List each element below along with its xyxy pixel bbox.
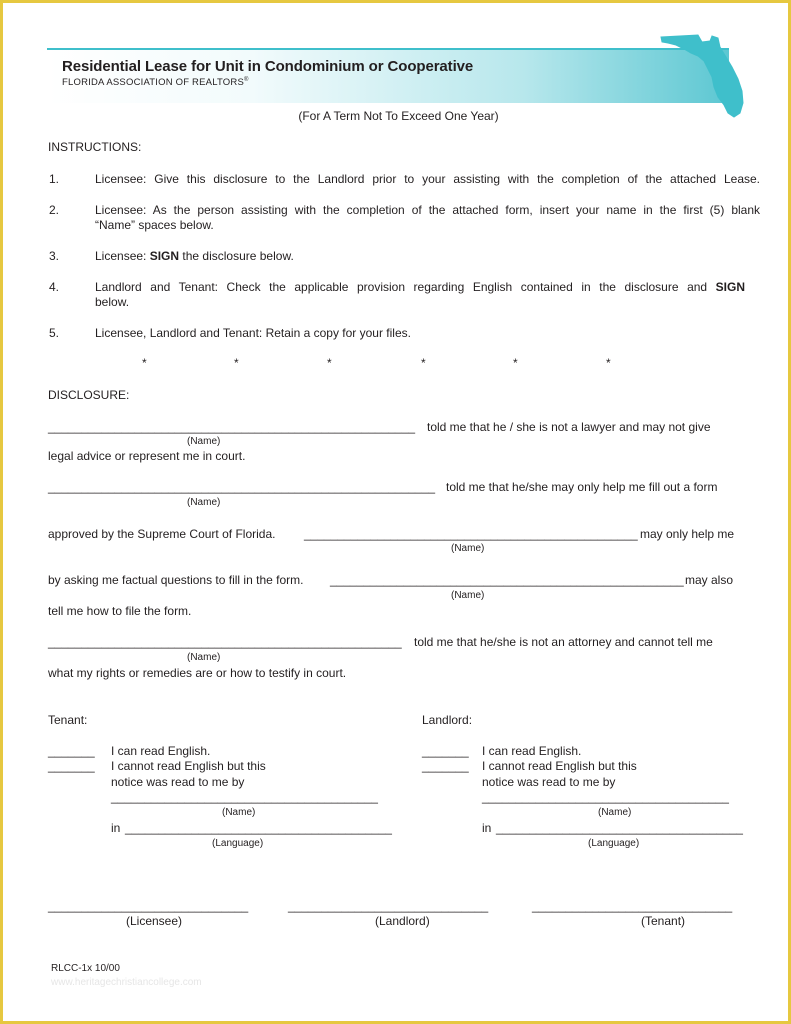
instruction-number: 5. [49, 326, 60, 340]
instruction-number: 3. [49, 249, 60, 263]
name-blank-1[interactable]: _______________________________________________________ [48, 420, 416, 434]
landlord-option-text: I cannot read English but this [482, 759, 637, 773]
disclosure-text: legal advice or represent me in court. [48, 449, 246, 463]
name-blank-3[interactable]: __________________________________________________ [304, 527, 638, 541]
landlord-check-can-read[interactable]: _______ [422, 744, 469, 758]
tenant-option-text: notice was read to me by [111, 775, 245, 789]
landlord-language-blank[interactable]: _____________________________________ [496, 821, 743, 835]
instruction-text: Licensee, Landlord and Tenant: Retain a copy for your files. [95, 326, 411, 340]
disclosure-text: approved by the Supreme Court of Florida. [48, 527, 276, 541]
instruction-text: Licensee: As the person assisting with the completion of the attached form, insert your name in the first (5) blank [95, 203, 760, 217]
instruction-text: Landlord and Tenant: Check the applicable provision regarding English contained in the disclosure and SIGN [95, 280, 745, 294]
landlord-label: Landlord: [422, 713, 473, 727]
name-label: (Name) [222, 807, 256, 818]
landlord-signature-label: (Landlord) [375, 914, 430, 928]
instruction-text: below. [95, 295, 130, 309]
separator-star: * [327, 356, 332, 370]
tenant-reader-name-blank[interactable]: ________________________________________ [111, 790, 378, 804]
name-label: (Name) [451, 590, 485, 601]
landlord-option-text: I can read English. [482, 744, 582, 758]
separator-star: * [513, 356, 518, 370]
disclosure-text: what my rights or remedies are or how to testify in court. [48, 666, 347, 680]
tenant-signature-label: (Tenant) [641, 914, 686, 928]
form-subtitle: FLORIDA ASSOCIATION OF REALTORS® [62, 77, 249, 89]
tenant-language-blank[interactable]: ________________________________________ [125, 821, 392, 835]
tenant-option-text: I cannot read English but this [111, 759, 266, 773]
term-notice: (For A Term Not To Exceed One Year) [298, 109, 499, 123]
disclosure-heading: DISCLOSURE: [48, 388, 130, 402]
name-blank-5[interactable]: _____________________________________________________ [48, 635, 402, 649]
disclosure-text: told me that he/she is not an attorney and cannot tell me [414, 635, 713, 649]
instruction-text: “Name” spaces below. [95, 218, 214, 232]
instructions-heading: INSTRUCTIONS: [48, 140, 142, 154]
landlord-option-text: notice was read to me by [482, 775, 616, 789]
header-rule [47, 48, 729, 50]
name-blank-4[interactable]: _____________________________________________________ [330, 573, 684, 587]
licensee-signature-label: (Licensee) [126, 914, 183, 928]
name-blank-2[interactable]: __________________________________________________________ [48, 480, 436, 494]
form-code: RLCC-1x 10/00 [51, 963, 120, 974]
disclosure-text: told me that he / she is not a lawyer and may not give [427, 420, 711, 434]
disclosure-text: by asking me factual questions to fill in the form. [48, 573, 304, 587]
name-label: (Name) [451, 543, 485, 554]
disclosure-text: told me that he/she may only help me fill out a form [446, 480, 718, 494]
instruction-number: 1. [49, 172, 60, 186]
watermark: www.heritagechristiancollege.com [51, 977, 202, 988]
separator-star: * [421, 356, 426, 370]
florida-map-icon [658, 31, 746, 119]
licensee-signature-line[interactable]: ______________________________ [48, 899, 249, 913]
tenant-check-can-read[interactable]: _______ [48, 744, 95, 758]
separator-star: * [234, 356, 239, 370]
landlord-reader-name-blank[interactable]: _____________________________________ [482, 790, 729, 804]
separator-star: * [606, 356, 611, 370]
language-label: (Language) [212, 838, 264, 849]
separator-star: * [142, 356, 147, 370]
in-label: in [111, 821, 121, 835]
landlord-check-cannot-read[interactable]: _______ [422, 759, 469, 773]
tenant-check-cannot-read[interactable]: _______ [48, 759, 95, 773]
tenant-option-text: I can read English. [111, 744, 211, 758]
tenant-signature-line[interactable]: ______________________________ [532, 899, 733, 913]
form-title: Residential Lease for Unit in Condominium or Cooperative [62, 58, 474, 75]
instruction-text: Licensee: SIGN the disclosure below. [95, 249, 294, 263]
disclosure-text: may only help me [640, 527, 735, 541]
instruction-number: 2. [49, 203, 60, 217]
name-label: (Name) [598, 807, 632, 818]
disclosure-text: may also [685, 573, 734, 587]
name-label: (Name) [187, 497, 221, 508]
language-label: (Language) [588, 838, 640, 849]
header-band [47, 48, 729, 103]
disclosure-text: tell me how to file the form. [48, 604, 192, 618]
name-label: (Name) [187, 652, 221, 663]
tenant-label: Tenant: [48, 713, 88, 727]
in-label: in [482, 821, 492, 835]
instruction-text: Licensee: Give this disclosure to the Landlord prior to your assisting with the completion of the attached Lease. [95, 172, 760, 186]
instruction-number: 4. [49, 280, 60, 294]
landlord-signature-line[interactable]: ______________________________ [288, 899, 489, 913]
name-label: (Name) [187, 436, 221, 447]
